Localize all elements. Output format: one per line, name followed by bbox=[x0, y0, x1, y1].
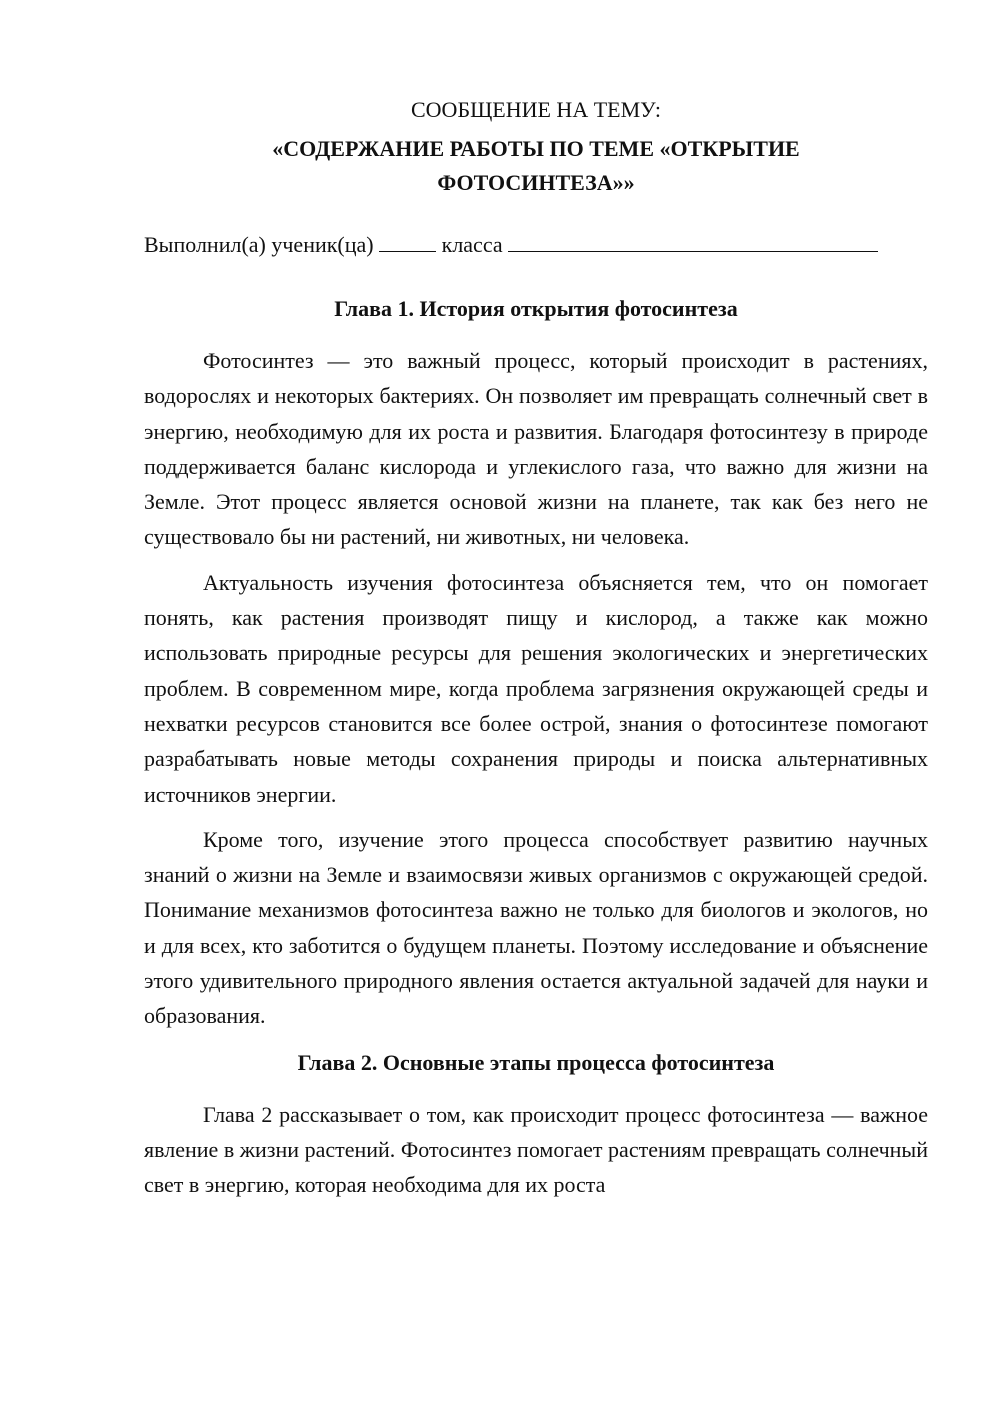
class-number-blank bbox=[379, 227, 436, 252]
chapter-2-heading: Глава 2. Основные этапы процесса фотосинтеза bbox=[297, 1049, 775, 1075]
class-name-blank bbox=[508, 227, 878, 252]
chapter-1-paragraph: Актуальность изучения фотосинтеза объясняется тем, что он помогает понять, как растения производят пищу и кислород, а также как можно использовать природные ресурсы для решения экологических и энергетических проблем. В современном мире, когда проблема загрязнения окружающей среды и нехватки ресурсов становится все более острой, знания о фотосинтезе помогают разрабатывать новые методы сохранения природы и поиска альтернативных источников энергии. bbox=[144, 569, 928, 807]
document-page bbox=[144, 92, 928, 1203]
author-line bbox=[144, 227, 928, 263]
chapter-2-paragraph: Глава 2 рассказывает о том, как происходит процесс фотосинтеза — важное явление в жизни растений. Фотосинтез помогает растениям превращать солнечный свет в энергию, которая необходима для их роста bbox=[144, 1101, 928, 1198]
document-title: «СОДЕРЖАНИЕ РАБОТЫ ПО ТЕМЕ «ОТКРЫТИЕ ФОТОСИНТЕЗА»» bbox=[272, 136, 800, 195]
author-label: Выполнил(а) ученик(ца) bbox=[144, 232, 380, 257]
chapter-1-paragraph: Кроме того, изучение этого процесса способствует развитию научных знаний о жизни на Земле и взаимосвязи живых организмов с окружающей средой. Понимание механизмов фотосинтеза важно не только для биологов и экологов, но и для всех, кто заботится о будущем планеты. Поэтому исследование и объяснение этого удивительного природного явления остается актуальной задачей для науки и образования. bbox=[144, 826, 928, 1029]
class-label: класса bbox=[436, 232, 509, 257]
chapter-1-paragraph: Фотосинтез — это важный процесс, который происходит в растениях, водорослях и некоторых бактериях. Он позволяет им превращать солнечный свет в энергию, необходимую для их роста и развития. Благодаря фотосинтезу в природе поддерживается баланс кислорода и углекислого газа, что важно для жизни на Земле. Этот процесс является основой жизни на планете, так как без него не существовало бы ни растений, ни животных, ни человека. bbox=[144, 348, 928, 550]
document-header: СООБЩЕНИЕ НА ТЕМУ: bbox=[411, 97, 661, 122]
chapter-1-heading: Глава 1. История открытия фотосинтеза bbox=[334, 296, 738, 321]
